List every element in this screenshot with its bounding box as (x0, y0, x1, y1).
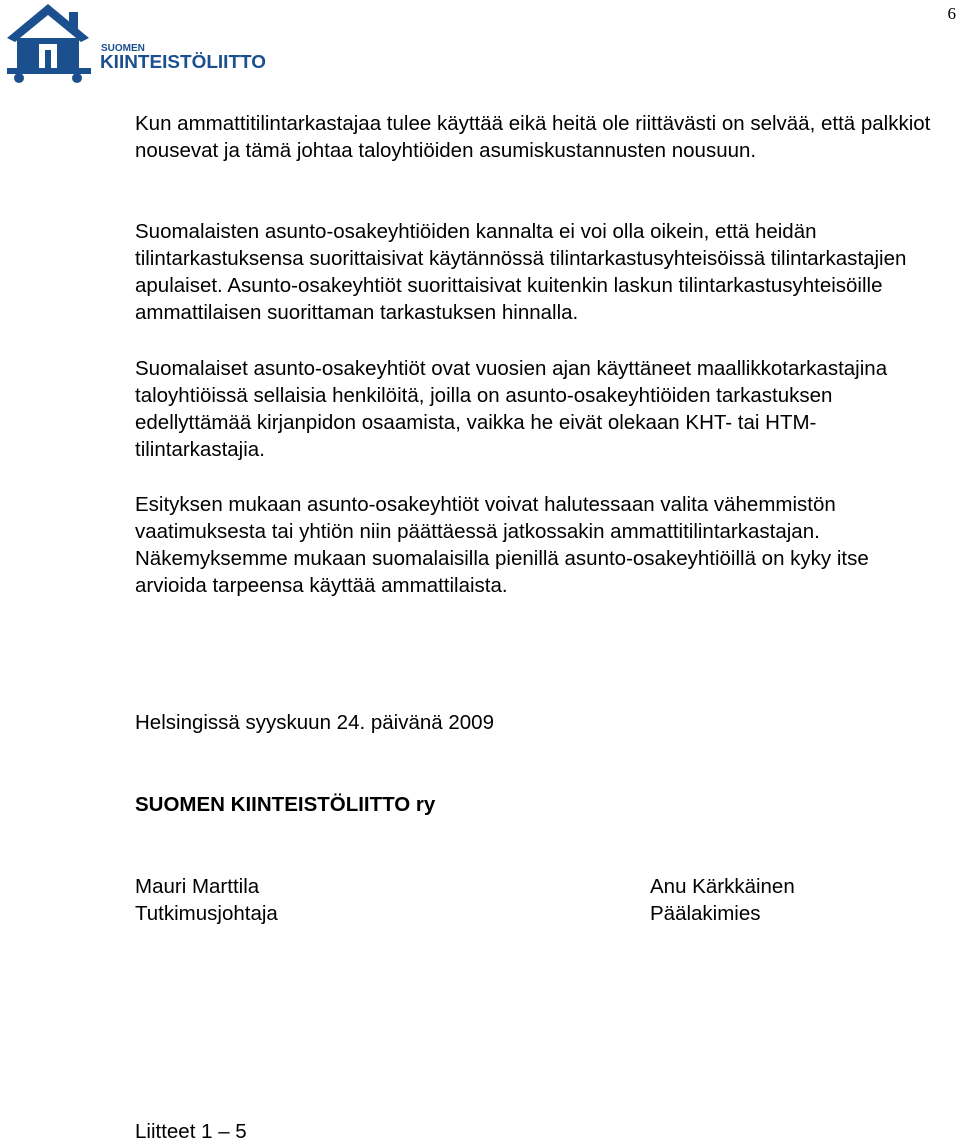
signatory-title: Päälakimies (650, 902, 761, 925)
signatory-name: Anu Kärkkäinen (650, 875, 795, 898)
logo-text-small: SUOMEN (101, 43, 145, 54)
logo-text-large: KIINTEISTÖLIITTO (100, 51, 266, 72)
paragraph-2: Suomalaisten asunto-osakeyhtiöiden kannalta ei voi olla oikein, että heidän tilintarkastuksensa suorittaisivat käytännössä tilintarkastusyhteisöissä tilintarkastajien apulaiset. Asunto-osakeyhtiöt suorittaisivat kuitenkin laskun tilintarkastusyhteisöille ammattilaisen suorittaman tarkastuksen hinnalla. (135, 220, 907, 324)
paragraph-4: Esityksen mukaan asunto-osakeyhtiöt voivat halutessaan valita vähemmistön vaatimuksesta tai yhtiön niin päättäessä jatkossakin ammattitilintarkastajan. Näkemyksemme mukaan suomalaisilla pienillä asunto-osakeyhtiöillä on kyky itse arvioida tarpeensa käyttää ammattilaista. (135, 493, 869, 597)
suomen-kiinteistoliitto-logo (5, 2, 267, 84)
paragraph-1: Kun ammattitilintarkastajaa tulee käyttää eikä heitä ole riittävästi on selvää, että palkkiot nousevat ja tämä johtaa taloyhtiöiden asumiskustannusten nousuun. (135, 112, 931, 162)
place-date: Helsingissä syyskuun 24. päivänä 2009 (135, 711, 494, 734)
signatory-1 (135, 873, 278, 927)
paragraph-3: Suomalaiset asunto-osakeyhtiöt ovat vuosien ajan käyttäneet maallikkotarkastajina taloyhtiöissä sellaisia henkilöitä, joilla on asunto-osakeyhtiöiden tarkastuksen edellyttämää kirjanpidon osaamista, vaikka he eivät olekaan KHT- tai HTM-tilintarkastajia. (135, 357, 888, 461)
page-number: 6 (947, 4, 956, 23)
signatory-title: Tutkimusjohtaja (135, 902, 278, 925)
signatory-2 (650, 873, 795, 927)
signatory-name: Mauri Marttila (135, 875, 260, 898)
attachments-note: Liitteet 1 – 5 (135, 1120, 247, 1143)
organization-name: SUOMEN KIINTEISTÖLIITTO ry (135, 793, 436, 816)
house-logo-icon (7, 4, 91, 83)
